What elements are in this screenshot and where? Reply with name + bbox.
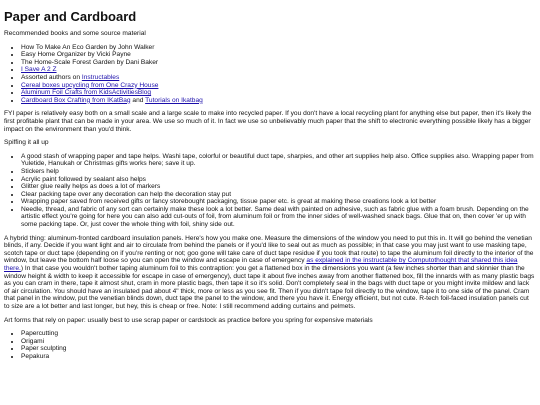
list-item-text: Assorted authors on bbox=[21, 73, 82, 81]
list-item: • Stickers help bbox=[21, 168, 536, 176]
list-item bbox=[21, 89, 536, 97]
list-item bbox=[21, 97, 536, 105]
i-save-a-2-z-link[interactable]: I Save A 2 Z bbox=[21, 66, 57, 74]
intro-text: Recommended books and some source material bbox=[4, 30, 146, 37]
hybrid-text-start: A hybrid thing: aluminum-fronted cardboard insulation panels. Here's how you make one. Measure the dimensions of the window you need to put this in. It will go behind the venetian blinds, if any. Decide if you want light and air to circulate from behind the panels or if you'd like to seal out as much as possible; in that case you may just want to use masking tape, scotch tape or duct tape (depending on if you're renting or not; goo gone will take care of duct tape residue if you took that route) to tape the aluminum foil directly to the interior of the window, but leave the bottom half loose so you can open the window and escape in case of emergency bbox=[4, 234, 534, 265]
list-item: • Needle, thread, and fabric of any sort can certainly make these look a lot better. Same deal with painted on adhesive, such as fabric glue with a foam brush. Depending on the artistic effect you're going for here you can also add cut-outs of foil, from aluminum foil or from the inner sides of well-washed snack bags. Glue that on, then cover 'er up with some packing tape. Or, just cover the whole thing with foil, shiny side out. bbox=[21, 206, 536, 229]
list-item bbox=[21, 66, 536, 74]
list-item: • Paper sculpting bbox=[21, 345, 536, 353]
list-item: • The Home-Scale Forest Garden by Dani Baker bbox=[21, 59, 536, 67]
hybrid-text-end: ) In that case you wouldn't bother taping aluminum foil to this contraption: you get a flattened box in the dimensions you want (a few inches shorter than and skinnier than the window height & width to keep it accessible for escape in case of emergency), duct tape it about five inches away from another flattened box, fill the innards with as many plastic bags as you can cram in there, tape it almost shut, cram in more plastic bags, then tape it so it's solid. Don't completely seal in the bags with duct tape or you might invite mildew and lack of air circulation. You should have an insulated pad about 4" thick, more or less as you see fit. Then if you didn't tape foil directly to the window, tape it to one side of the panel. Cram that panel in the window, put the venetian blinds down, duct tape the panel to the window, and there you have it. Energy efficient, but not cute. R-tech foil-faced insulation panels cut to size are a lot better and last longer, but hey, this is cheap or free. Note: I still recommend adding curtains and pelmets. bbox=[4, 265, 535, 310]
list-item: • Glitter glue really helps as does a lot of markers bbox=[21, 183, 536, 191]
list-item: • Easy Home Organizer by Vicki Payne bbox=[21, 51, 536, 59]
art-forms-list bbox=[4, 330, 536, 360]
list-item: • How To Make An Eco Garden by John Walker bbox=[21, 44, 536, 52]
fyi-paragraph: FYI paper is relatively easy both on a small scale and a large scale to make into recycled paper. If you don't have a local recycling plant for anything else but paper, then it's likely the first profitable plant that can be made in your area. We use so much of it. In fact we use so unbelievably much paper that the shift to electronic everything possible likely has a bigger impact on the environment than you'd think. bbox=[4, 110, 532, 133]
list-item: • Origami bbox=[21, 338, 536, 346]
aluminum-foil-crafts-link[interactable]: Aluminum Foil Crafts from KidsActivitiesBlog bbox=[21, 89, 152, 97]
books-list bbox=[4, 44, 536, 105]
list-item-text: and bbox=[130, 96, 146, 104]
cereal-boxes-link[interactable]: Cereal boxes upcycling from One Crazy House bbox=[21, 81, 159, 89]
page-title: Paper and Cardboard bbox=[4, 9, 137, 24]
spiffing-heading: Spiffing it all up bbox=[4, 139, 49, 147]
list-item: • A good stash of wrapping paper and tape helps. Washi tape, colorful or beautiful duct tape, sharpies, and other art supplies help also. Office supplies also. Wrapping paper from Yuletide, Hanukah or Christmas gifts works here; save it up. bbox=[21, 153, 536, 168]
computothought-instructable-link[interactable]: as explained in the instructable by Computothought that shared this idea there. bbox=[4, 257, 518, 273]
list-item bbox=[21, 74, 536, 82]
spiffing-list bbox=[4, 153, 536, 229]
list-item: • Pepakura bbox=[21, 353, 536, 361]
hybrid-paragraph bbox=[4, 235, 536, 311]
ikatbag-tutorials-link[interactable]: Tutorials on Ikatbag bbox=[145, 96, 203, 104]
instructables-link[interactable]: Instructables bbox=[81, 73, 120, 81]
list-item: • Wrapping paper saved from received gifts or fancy storebought packaging, tissue paper etc. is great at making these creations look a lot better bbox=[21, 198, 536, 206]
art-forms-heading: Art forms that rely on paper: usually best to use scrap paper or cardstock as practice before you spring for expensive materials bbox=[4, 316, 373, 324]
list-item: • Acrylic paint followed by sealant also helps bbox=[21, 176, 536, 184]
list-item: • Papercutting bbox=[21, 330, 536, 338]
cardboard-box-crafting-link[interactable]: Cardboard Box Crafting from IKatBag bbox=[21, 96, 131, 104]
list-item bbox=[21, 82, 536, 90]
list-item: • Clear packing tape over any decoration can help the decoration stay put bbox=[21, 191, 536, 199]
